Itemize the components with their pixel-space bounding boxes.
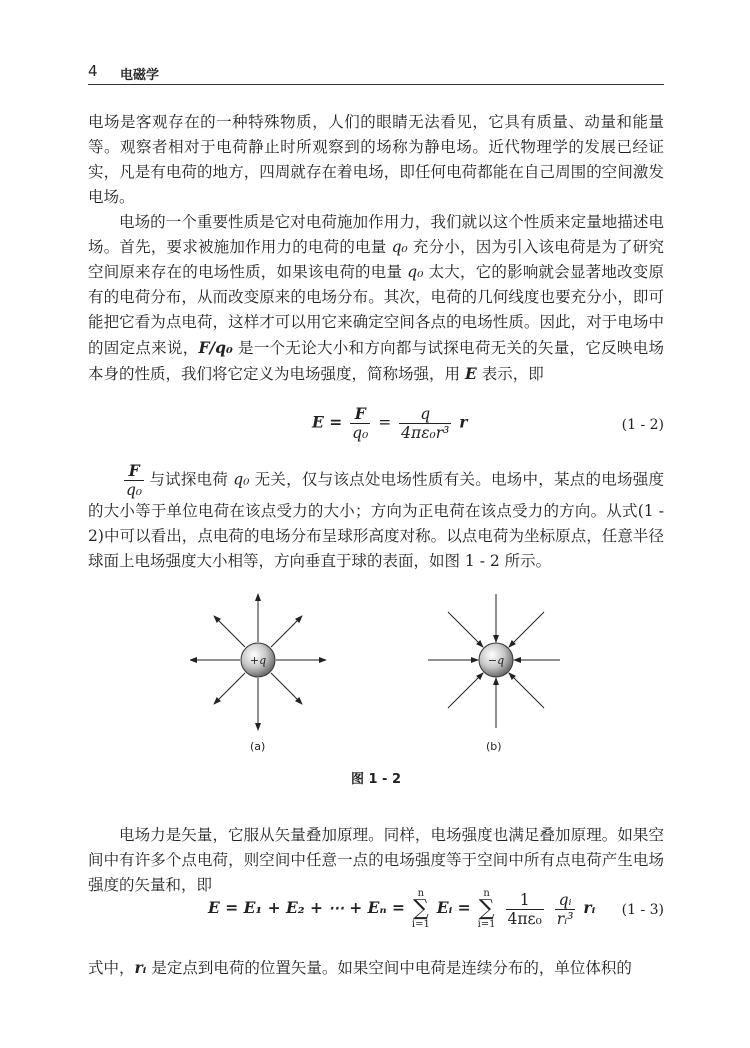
paragraph-2 <box>88 210 664 387</box>
equation-1-3-body <box>208 888 595 930</box>
page-header <box>88 62 664 84</box>
var-q0: q₀ <box>391 238 408 256</box>
eq2-term-ei: Eᵢ = <box>436 898 471 917</box>
field-lines-diagram <box>190 590 560 765</box>
para2-text-5: 表示，即 <box>476 365 544 383</box>
subfigure-label-a: (a) <box>250 740 266 753</box>
eq2-sum-1: n ∑ i=1 <box>411 888 430 930</box>
var-ri: rᵢ <box>134 958 147 977</box>
eq2-frac2-den: rᵢ³ <box>556 909 574 928</box>
equation-number-1-3: (1 - 3) <box>621 902 664 918</box>
para2-text-1: 电场的一个重要性质是它对电荷施加作用力，我们就以这个性质来定量地描述电场。首先，要求被施加作用力的电荷的电量 <box>88 213 664 256</box>
eq1-frac2-num: q <box>399 405 451 424</box>
eq1-frac1-den: q₀ <box>352 424 369 442</box>
figure-1-2 <box>190 590 560 765</box>
eq1-fraction-f-q0 <box>350 405 370 442</box>
eq1-frac1-num: F <box>350 405 370 424</box>
para3-fraction <box>124 462 144 499</box>
eq2-sum-2: n ∑ i=1 <box>477 888 496 930</box>
eq2-frac2-num: qᵢ <box>555 891 576 910</box>
eq1-frac2-den: 4πε₀r³ <box>401 424 450 442</box>
equation-1-2 <box>88 405 664 449</box>
eq2-fraction-constant <box>506 891 544 928</box>
eq2-fraction-charge <box>555 891 576 928</box>
eq2-r-vector: rᵢ <box>583 898 596 917</box>
equation-1-3 <box>88 888 664 938</box>
eq2-frac1-den: 4πε₀ <box>507 909 542 928</box>
header-rule <box>88 84 664 85</box>
para2-text-4: 是一个无论大小和方向都与试探电荷无关的矢量，它反映电场本身的性质，我们将它定义为电场强度，简称场强，用 <box>88 339 664 383</box>
var-e: E <box>464 364 477 383</box>
eq2-sum2-bottom: i=1 <box>477 919 496 930</box>
equation-1-2-body <box>312 405 467 442</box>
var-q0: q₀ <box>407 263 424 281</box>
subfigure-label-b: (b) <box>486 740 502 753</box>
negative-charge-label: −q <box>487 654 505 667</box>
eq2-sum1-top: n <box>417 888 425 899</box>
paragraph-3 <box>88 462 664 574</box>
paragraph-4: 电场力是矢量，它服从矢量叠加原理。同样，电场强度也满足叠加原理。如果空间中有许多个点电荷，则空间中任意一点的电场强度等于空间中所有点电荷产生电场强度的矢量和，即 <box>88 826 664 894</box>
var-f-over-q0: F/q₀ <box>198 338 233 357</box>
eq1-r-vector: r <box>459 412 468 432</box>
figure-caption: 图 1 - 2 <box>350 772 402 787</box>
paragraph-1: 电场是客观存在的一种特殊物质，人们的眼睛无法看见，它具有质量、动量和能量等。观察者相对于电荷静止时所观察到的场称为静电场。近代物理学的发展已经证实，凡是有电荷的地方，四周就存在着电场，即任何电荷都能在自己周围的空间激发电场。 <box>88 113 664 206</box>
eq1-equals: = <box>378 413 392 432</box>
para3-frac-num: F <box>124 462 144 481</box>
equation-number-1-2: (1 - 2) <box>621 417 664 433</box>
para3-text-2: 无关，仅与该点处电场性质有关。电场中，某点的电场强度的大小等于单位电荷在该点受力的大小；方向为正电荷在该点受力的方向。从式(1 - 2)中可以看出，点电荷的电场分布呈球形高度对称。以点电荷为坐标原点，任意半径球面上电场强度大小相等，方向垂直于球的表面，如图 1 - 2 所示。 <box>88 470 665 570</box>
eq1-fraction-coulomb <box>399 405 451 442</box>
paragraph-5 <box>88 955 664 981</box>
para5-text-2: 是定点到电荷的位置矢量。如果空间中电荷是连续分布的，单位体积的 <box>146 959 632 977</box>
eq1-lhs: E = <box>312 412 343 432</box>
para5-text-1: 式中， <box>88 959 135 977</box>
para2-text-3: 太大，它的影响就会显著地改变原有的电荷分布，从而改变原来的电场分布。其次，电荷的几何线度也要充分小，即可能把它看为点电荷，这样才可以用它来确定空间各点的电场性质。因此，对于电场中的固定点来说， <box>88 263 664 357</box>
para3-frac-den: q₀ <box>126 481 143 499</box>
positive-charge-label: +q <box>249 654 267 667</box>
eq2-sum1-bottom: i=1 <box>411 919 430 930</box>
eq2-frac1-num: 1 <box>506 891 544 910</box>
eq2-sum2-top: n <box>483 888 490 899</box>
para2-text-2: 充分小，因为引入该电荷是为了研究空间原来存在的电场性质，如果该电荷的电量 <box>88 238 664 281</box>
book-title: 电磁学 <box>120 68 160 83</box>
page-number: 4 <box>88 62 98 80</box>
para3-text-1: 与试探电荷 <box>144 470 234 489</box>
var-q0: q₀ <box>233 470 250 489</box>
eq2-expression: E = E₁ + E₂ + ⋯ + Eₙ = <box>208 898 405 917</box>
